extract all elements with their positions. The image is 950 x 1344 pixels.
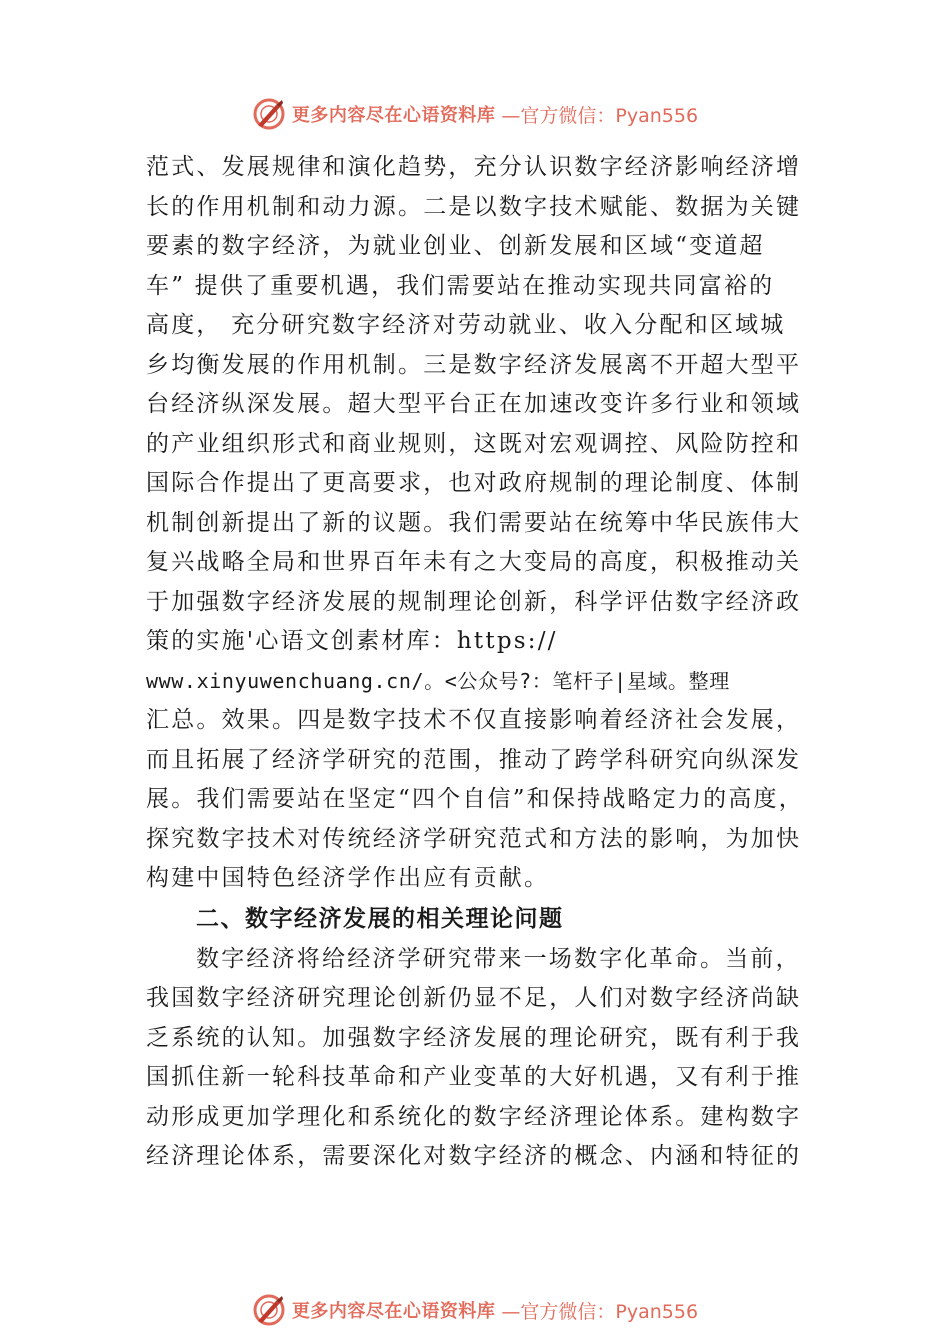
text-line: 长的作用机制和动力源。二是以数字技术赋能、数据为关键: [146, 193, 802, 220]
pen-logo-icon: [252, 1293, 286, 1327]
text-line: 复兴战略全局和世界百年未有之大变局的高度，积极推动关: [146, 549, 802, 575]
text-line: 数字经济将给经济学研究带来一场数字化革命。当前，: [196, 945, 801, 972]
text-line: 经济理论体系，需要深化对数字经济的概念、内涵和特征的: [146, 1143, 802, 1169]
text-line: 我国数字经济研究理论创新仍显不足，人们对数字经济尚缺: [146, 985, 802, 1011]
banner-text-main: 更多内容尽在心语资料库: [291, 105, 496, 126]
text-line: 车” 提供了重要机遇，我们需要站在推动实现共同富裕的: [146, 272, 775, 299]
text-line: 范式、发展规律和演化趋势，充分认识数字经济影响经济增: [146, 154, 802, 180]
text-line: 动形成更加学理化和系统化的数字经济理论体系。建构数字: [146, 1103, 802, 1130]
text-line: 国际合作提出了更高要求，也对政府规制的理论制度、体制: [146, 470, 802, 496]
section-heading: 二、数字经济发展的相关理论问题: [196, 905, 564, 932]
text-line-url: www.xinyuwenchuang.cn/。<公众号?：笔杆子|星域。整理: [146, 668, 730, 693]
paragraph-1: [146, 148, 814, 899]
text-line: 乡均衡发展的作用机制。三是数字经济发展离不开超大型平: [146, 351, 802, 378]
pen-logo-icon: [252, 97, 286, 131]
text-line: 展。我们需要站在坚定“四个自信”和保持战略定力的高度，: [146, 786, 804, 812]
banner-text-main: 更多内容尽在心语资料库: [291, 1301, 496, 1322]
text-line: 要素的数字经济，为就业创业、创新发展和区域“变道超: [146, 233, 765, 259]
text-line: 的产业组织形式和商业规则，这既对宏观调控、风险防控和: [146, 430, 802, 457]
text-line: 高度， 充分研究数字经济对劳动就业、收入分配和区域城: [146, 312, 786, 338]
footer-banner: [0, 1290, 950, 1330]
text-line: 台经济纵深发展。超大型平台正在加速改变许多行业和领域: [146, 391, 802, 417]
header-banner: [0, 94, 950, 134]
text-line: 汇总。效果。四是数字技术不仅直接影响着经济社会发展，: [146, 707, 802, 733]
text-line: 策的实施'心语文创素材库：https://: [146, 628, 558, 654]
text-line: 探究数字技术对传统经济学研究范式和方法的影响，为加快: [146, 825, 802, 852]
text-line: 而且拓展了经济学研究的范围，推动了跨学科研究向纵深发: [146, 746, 802, 773]
text-line: 机制创新提出了新的议题。我们需要站在统筹中华民族伟大: [146, 509, 802, 536]
banner-text-contact: —官方微信：Pyan556: [501, 104, 699, 127]
text-line: 国抓住新一轮科技革命和产业变革的大好机遇，又有利于推: [146, 1064, 802, 1090]
banner-text-contact: —官方微信：Pyan556: [501, 1300, 699, 1323]
paragraph-2: [146, 940, 814, 1177]
text-line: 于加强数字经济发展的规制理论创新，科学评估数字经济政: [146, 588, 802, 615]
text-line: 构建中国特色经济学作出应有贡献。: [146, 865, 550, 891]
document-body: [146, 148, 814, 1177]
text-line: 乏系统的认知。加强数字经济发展的理论研究，既有利于我: [146, 1024, 802, 1051]
